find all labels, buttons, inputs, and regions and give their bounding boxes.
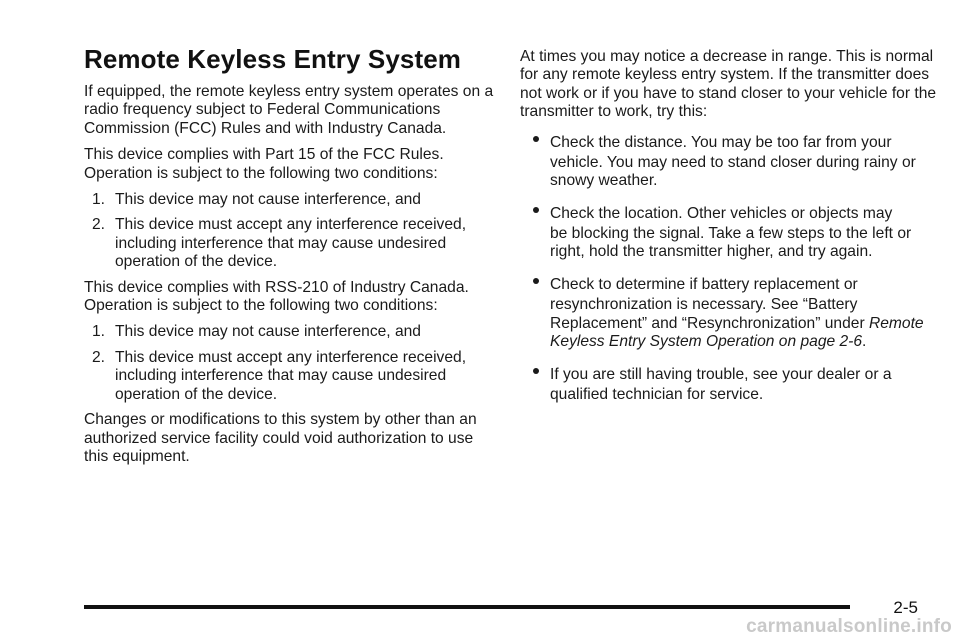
bullet-text: vehicle. You may need to stand closer during rainy or snowy weather.	[550, 153, 916, 190]
fcc-paragraph: This device complies with Part 15 of the FCC Rules. Operation is subject to the following two conditions:	[84, 146, 444, 182]
list-text: This device may not cause interference, and	[115, 191, 421, 209]
bullet-icon	[533, 278, 539, 284]
list-item	[520, 274, 940, 352]
bullet-first-line: Check to determine if battery replacement or	[550, 276, 858, 293]
list-number: 1.	[92, 323, 106, 341]
bullet-icon	[533, 136, 539, 142]
bullet-icon	[533, 207, 539, 213]
rss-conditions-list	[84, 323, 496, 404]
list-number: 2.	[92, 216, 106, 234]
fcc-conditions-list	[84, 191, 496, 272]
list-number: 2.	[92, 348, 106, 366]
page-reference: Remote Keyless Entry System Operation on page 2-6	[550, 314, 924, 351]
list-number: 1.	[92, 191, 106, 209]
bullet-first-line: Check the distance. You may be too far from your	[550, 133, 892, 151]
rss-paragraph: This device complies with RSS-210 of Industry Canada. Operation is subject to the following two conditions:	[84, 278, 469, 315]
intro-paragraph: If equipped, the remote keyless entry system operates on a radio frequency subject to Federal Communications Commission (FCC) Rules and with Industry Canada.	[84, 83, 494, 137]
changes-paragraph: Changes or modifications to this system by other than an authorized service facility could void authorization to use this equipment.	[84, 411, 477, 465]
left-column	[84, 0, 496, 466]
list-item	[520, 203, 940, 262]
bullet-first-line: If you are still having trouble, see your dealer or a	[550, 365, 892, 383]
bullet-text: qualified technician for service.	[550, 385, 764, 403]
list-text: This device must accept any interference received, including interference that may cause undesired operation of the device.	[115, 348, 467, 403]
bullet-icon	[533, 368, 539, 374]
bullet-text: be blocking the signal. Take a few steps to the left or right, hold the transmitter higher, and try again.	[550, 224, 912, 261]
list-item	[84, 191, 496, 209]
list-item	[520, 364, 940, 405]
list-text: This device may not cause interference, and	[115, 323, 421, 341]
list-item	[520, 132, 940, 191]
range-paragraph: At times you may notice a decrease in range. This is normal for any remote keyless entry system. If the transmitter does not work or if you have to stand closer to your vehicle for the transmitter to work, try this:	[520, 48, 937, 121]
page-number: 2-5	[893, 598, 918, 617]
footer-divider	[84, 605, 850, 609]
bullet-first-line: Check the location. Other vehicles or objects may	[550, 204, 893, 222]
bullet-text: resynchronization is necessary. See “Battery Replacement” and “Resynchronization” under	[550, 296, 865, 332]
list-item	[84, 323, 496, 341]
right-column	[520, 0, 940, 416]
reference-period: .	[862, 333, 867, 351]
list-text: This device must accept any interference received, including interference that may cause undesired operation of the device.	[115, 216, 467, 271]
page-title: Remote Keyless Entry System	[84, 44, 461, 74]
watermark: carmanualsonline.info	[746, 616, 952, 637]
list-item	[84, 349, 496, 404]
troubleshooting-list	[520, 132, 940, 405]
list-item	[84, 216, 496, 271]
